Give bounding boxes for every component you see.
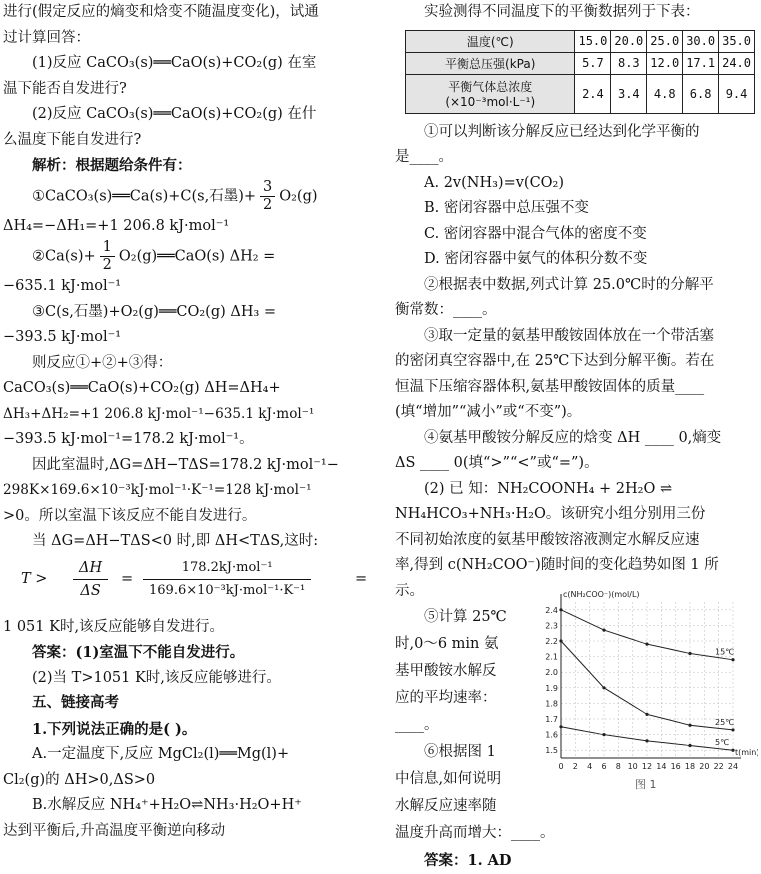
y-tick-label: 2.3	[545, 621, 558, 631]
text-line: (2) 已 知：NH₂COONH₄ + 2H₂O ⇌	[424, 480, 673, 497]
fraction-numerator: 3	[260, 179, 275, 197]
series-label: 25℃	[715, 717, 735, 727]
data-point	[559, 725, 562, 728]
y-tick-label: 2.1	[545, 652, 558, 662]
text-line: 因此室温时,ΔG=ΔH−TΔS=178.2 kJ·mol⁻¹−	[32, 456, 339, 473]
text-line: 过计算回答：	[3, 29, 90, 46]
text-line: ΔH₃+ΔH₂=+1 206.8 kJ·mol⁻¹−635.1 kJ·mol⁻¹	[3, 405, 315, 422]
header-line: 平衡气体总浓度	[448, 80, 533, 94]
x-tick-label: 4	[587, 762, 593, 771]
table-cell: 12.0	[647, 52, 683, 74]
fraction-numerator: ΔH	[73, 557, 108, 580]
text-line: 温度升高而增大：____。	[395, 825, 555, 841]
text-line: 恒温下压缩容器体积,氨基甲酸铵固体的质量____	[395, 378, 705, 395]
text-line: 水解反应速率随	[395, 798, 497, 814]
data-point	[688, 724, 691, 727]
text-line: 的密闭真空容器中,在 25℃下达到分解平衡。若在	[395, 353, 715, 369]
fraction-denominator: 2	[263, 196, 273, 213]
y-tick-label: 2.0	[545, 668, 558, 678]
option-line: Cl₂(g)的 ΔH>0,ΔS>0	[3, 771, 156, 788]
section-heading: 五、链接高考	[32, 695, 119, 711]
figure-caption: 图 1	[635, 778, 657, 791]
text-line: 则反应①+②+③得：	[32, 354, 173, 371]
x-tick-label: 24	[727, 762, 739, 771]
answer-line: 答案：1. AD	[424, 852, 512, 869]
table-cell: 4.8	[647, 74, 683, 113]
table-cell: 35.0	[719, 30, 755, 52]
data-point	[602, 733, 605, 736]
text-line: ②根据表中数据,列式计算 25.0℃时的分解平	[424, 276, 714, 293]
data-point	[688, 652, 691, 655]
text-line: 衡常数：____。	[395, 302, 497, 318]
data-point	[688, 744, 691, 747]
text-line: (2)当 T>1051 K时,该反应能够进行。	[32, 669, 281, 686]
text-line: (填“增加”“减小”或“不变”)。	[395, 404, 582, 420]
series-label: 5℃	[715, 738, 730, 748]
x-tick-label: 10	[627, 762, 638, 771]
data-point	[559, 639, 562, 642]
fraction-numerator: 178.2kJ·mol⁻¹	[143, 557, 311, 580]
table-header-cell: 平衡总压强(kPa)	[406, 52, 575, 74]
table-header-cell: 温度(℃)	[406, 30, 575, 52]
equation-part: O₂(g)══CaO(s) ΔH₂ =	[118, 248, 276, 265]
x-tick-label: 12	[641, 762, 653, 771]
equals-sign: =	[355, 570, 368, 587]
option-line: 达到平衡后,升高温度平衡逆向移动	[3, 822, 226, 839]
text-line: ①可以判断该分解反应已经达到化学平衡的	[424, 123, 700, 140]
y-tick-label: 2.4	[545, 605, 558, 615]
data-point	[602, 628, 605, 631]
header-unit: (×10⁻³mol·L⁻¹)	[445, 95, 536, 109]
data-point	[731, 658, 734, 661]
text-line: 不同初始浓度的氨基甲酸铵溶液测定水解反应速	[395, 531, 700, 548]
text-line: 进行(假定反应的熵变和焓变不随温度变化)，试通	[3, 4, 319, 20]
text-line: ΔH₄=−ΔH₁=+1 206.8 kJ·mol⁻¹	[3, 217, 230, 234]
option-line: C. 密闭容器中混合气体的密度不变	[424, 225, 647, 242]
table-cell: 17.1	[683, 52, 719, 74]
text-line: ③C(s,石墨)+O₂(g)══CO₂(g) ΔH₃ =	[32, 303, 277, 320]
y-tick-label: 1.7	[545, 715, 558, 724]
text-line: 298K×169.6×10⁻³kJ·mol⁻¹·K⁻¹=128 kJ·mol⁻¹	[3, 482, 312, 498]
text-line: −393.5 kJ·mol⁻¹=178.2 kJ·mol⁻¹。	[3, 431, 254, 447]
data-point	[645, 643, 648, 646]
table-cell: 25.0	[647, 30, 683, 52]
equation-line	[3, 239, 369, 274]
text-line: ____。	[395, 717, 439, 733]
formula-lhs: T >	[21, 570, 48, 587]
table-cell: 20.0	[611, 30, 647, 52]
text-line: ⑥根据图 1	[424, 744, 496, 760]
y-tick-label: 1.5	[545, 746, 558, 756]
fraction	[100, 239, 115, 274]
data-point	[602, 686, 605, 689]
fraction-denominator: 169.6×10⁻³kJ·mol⁻¹·K⁻¹	[149, 582, 306, 598]
text-line: ⑤计算 25℃	[424, 609, 507, 625]
text-line: >0。所以室温下该反应不能自发进行。	[3, 507, 257, 524]
table-row	[406, 30, 755, 52]
x-tick-label: 0	[558, 762, 564, 771]
equals-sign: =	[121, 570, 134, 587]
table-cell: 15.0	[575, 30, 611, 52]
table-cell: 24.0	[719, 52, 755, 74]
text-line: −635.1 kJ·mol⁻¹	[3, 278, 122, 294]
series-label: 15℃	[715, 647, 735, 657]
text-line: 示。	[395, 582, 424, 599]
option-line: B.水解反应 NH₄⁺+H₂O⇌NH₃·H₂O+H⁺	[32, 797, 302, 813]
option-line: D. 密闭容器中氨气的体积分数不变	[424, 251, 648, 267]
x-tick-label: 8	[615, 762, 621, 771]
text-line: 基甲酸铵水解反	[395, 663, 497, 679]
y-tick-label: 1.6	[545, 730, 558, 740]
text-line: 时,0～6 min 氨	[395, 636, 499, 652]
text-line: CaCO₃(s)══CaO(s)+CO₂(g) ΔH=ΔH₄+	[3, 380, 281, 396]
table-cell: 5.7	[575, 52, 611, 74]
table-cell: 8.3	[611, 52, 647, 74]
chart-svg	[533, 588, 758, 778]
text-line: −393.5 kJ·mol⁻¹	[3, 329, 122, 345]
data-point	[731, 749, 734, 752]
text-line: NH₄HCO₃+NH₃·H₂O。该研究小组分别用三份	[395, 506, 706, 522]
x-tick-label: 2	[572, 762, 578, 771]
text-line: (1)反应 CaCO₃(s)══CaO(s)+CO₂(g) 在室	[32, 55, 317, 71]
fraction-denominator: ΔS	[80, 582, 101, 599]
table-header-cell	[406, 74, 575, 113]
x-axis-label: t(min)	[735, 748, 758, 757]
text-line: 中信息,如何说明	[395, 771, 502, 787]
analysis-heading: 解析：根据题给条件有：	[32, 157, 192, 174]
x-tick-label: 14	[656, 762, 667, 771]
equation-part: ①CaCO₃(s)══Ca(s)+C(s,石墨)+	[32, 188, 256, 204]
data-point	[559, 608, 562, 611]
text-line: ③取一定量的氨基甲酸铵固体放在一个带活塞	[424, 327, 714, 344]
text-line: 是____。	[395, 149, 453, 165]
option-line: B. 密闭容器中总压强不变	[424, 200, 589, 216]
fraction	[73, 557, 108, 602]
fraction	[143, 557, 311, 602]
text-line: 温下能否自发进行?	[3, 80, 127, 97]
option-line: A. 2v(NH₃)=v(CO₂)	[424, 174, 565, 191]
text-line: ΔS ____ 0(填“>”“<”或“=”)。	[395, 455, 599, 471]
fraction-numerator: 1	[100, 239, 115, 257]
table-cell: 6.8	[683, 74, 719, 113]
table-intro: 实验测得不同温度下的平衡数据列于下表：	[424, 4, 700, 20]
table-row	[406, 52, 755, 74]
text-line: 1 051 K时,该反应能够自发进行。	[3, 618, 225, 635]
text-line: 当 ΔG=ΔH−TΔS<0 时,即 ΔH<TΔS,这时:	[32, 533, 319, 549]
table-cell: 3.4	[611, 74, 647, 113]
right-column	[395, 0, 758, 874]
x-tick-label: 6	[601, 762, 607, 771]
y-tick-label: 2.2	[545, 637, 558, 646]
equilibrium-data-table	[405, 30, 755, 114]
equation-line	[3, 179, 369, 214]
text-line: 么温度下能自发进行?	[3, 131, 142, 148]
fraction-denominator: 2	[102, 257, 112, 273]
y-axis-label: c(NH₂COO⁻)(mol/L)	[563, 590, 640, 599]
table-cell: 30.0	[683, 30, 719, 52]
data-point	[731, 728, 734, 731]
text-line: 率,得到 c(NH₂COO⁻)随时间的变化趋势如图 1 所	[395, 557, 719, 573]
y-tick-label: 1.9	[545, 683, 558, 693]
table-cell: 9.4	[719, 74, 755, 113]
equation-part: ②Ca(s)+	[32, 248, 96, 265]
question-line: 1.下列说法正确的是( )。	[32, 720, 197, 738]
table-cell: 2.4	[575, 74, 611, 113]
fraction	[260, 179, 275, 214]
text-line: ④氨基甲酸铵分解反应的焓变 ΔH ____ 0,熵变	[424, 429, 722, 446]
temperature-formula	[3, 555, 369, 615]
table-row	[406, 74, 755, 113]
x-tick-label: 18	[684, 762, 696, 771]
concentration-chart	[533, 588, 758, 778]
answer-line: 答案：(1)室温下不能自发进行。	[32, 644, 245, 661]
text-line: (2)反应 CaCO₃(s)══CaO(s)+CO₂(g) 在什	[32, 106, 317, 122]
data-point	[645, 739, 648, 742]
option-line: A.一定温度下,反应 MgCl₂(l)══Mg(l)+	[32, 746, 290, 762]
x-tick-label: 20	[699, 762, 710, 771]
data-point	[645, 713, 648, 716]
x-tick-label: 16	[670, 762, 681, 771]
left-column	[3, 0, 369, 844]
y-tick-label: 1.8	[545, 699, 558, 709]
x-tick-label: 22	[713, 762, 724, 771]
text-line: 应的平均速率：	[395, 690, 497, 706]
equation-part: O₂(g)	[279, 188, 318, 204]
